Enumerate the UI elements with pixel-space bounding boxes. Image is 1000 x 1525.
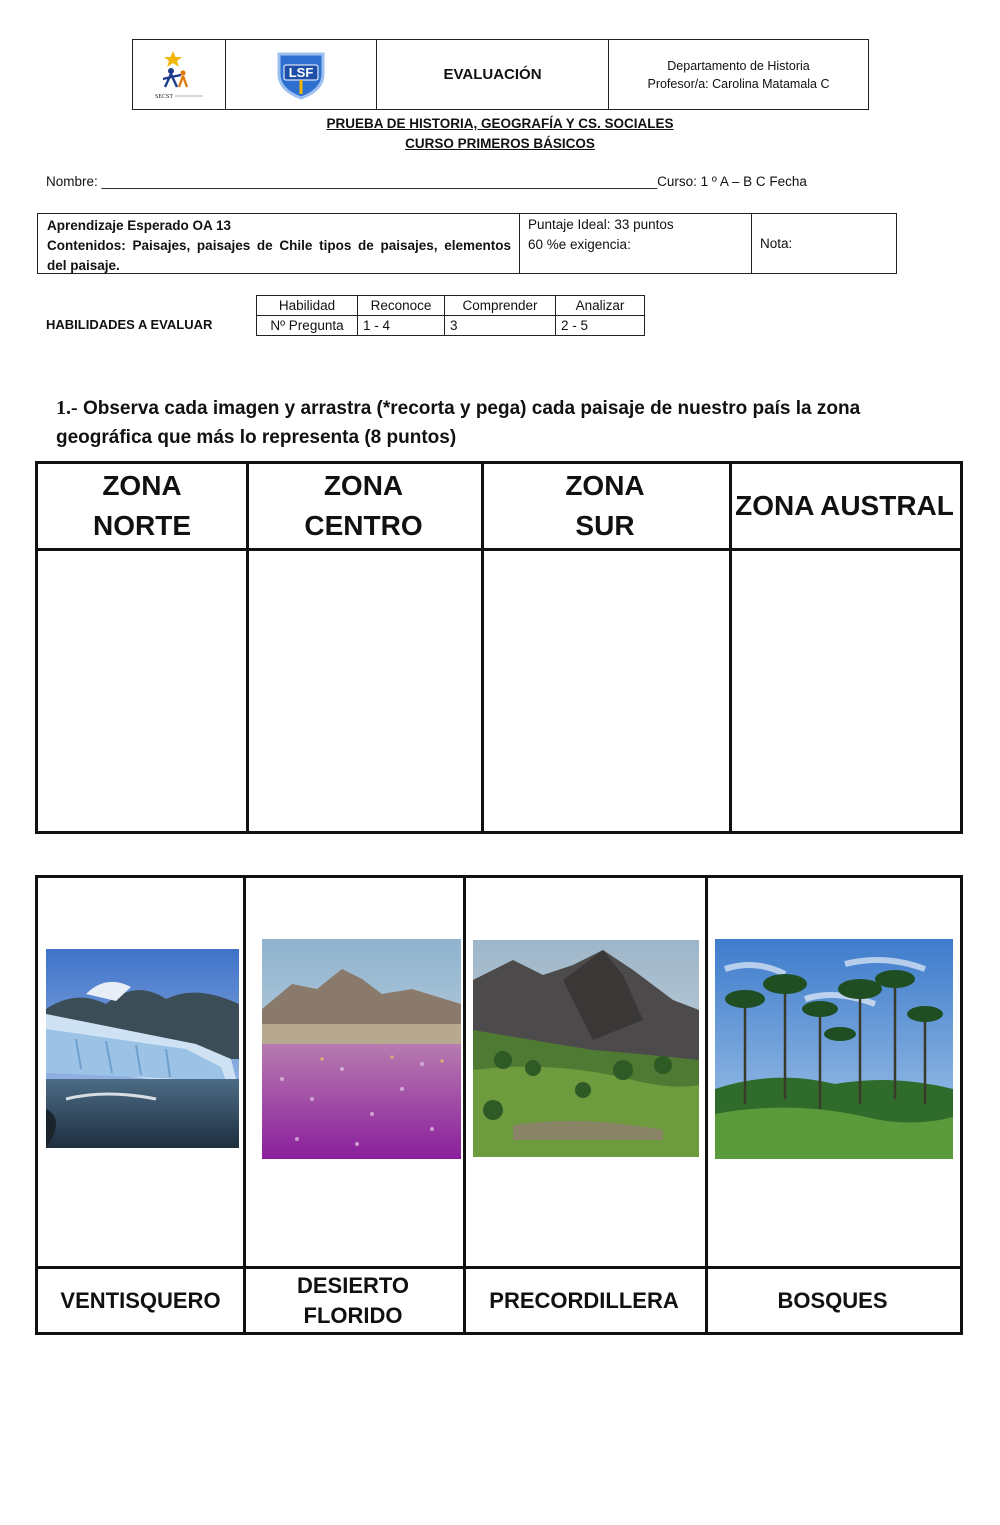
skills-cell: Reconoce: [358, 296, 445, 316]
contents-line: Contenidos: Paisajes, paisajes de Chile tipos de paisajes, elementos: [47, 238, 511, 253]
drop-zone-austral[interactable]: [729, 551, 960, 831]
department-name: Departamento de Historia: [667, 58, 810, 73]
school-logo: [133, 40, 226, 109]
skills-cell: Analizar: [556, 296, 645, 316]
skills-cell: 1 - 4: [358, 316, 445, 336]
araucaria-forest-photo[interactable]: [715, 939, 953, 1159]
zone-header-line: NORTE: [93, 510, 191, 541]
skills-table: [256, 295, 645, 336]
landscape-image-cell: [243, 878, 463, 1269]
zone-header-line: SUR: [575, 510, 635, 541]
landscape-label: [38, 1269, 243, 1332]
landscape-label: [705, 1269, 960, 1332]
landscape-image-cell: [38, 878, 243, 1269]
test-title: PRUEBA DE HISTORIA, GEOGRAFÍA Y CS. SOCIALES: [326, 116, 674, 131]
drop-zone-sur[interactable]: [481, 551, 729, 831]
skills-cell: Nº Pregunta: [257, 316, 358, 336]
zone-column-austral: [729, 464, 960, 831]
zone-header: [481, 464, 729, 551]
landscapes-table: [35, 875, 963, 1335]
learning-objective-title: Aprendizaje Esperado OA 13: [47, 218, 232, 233]
zone-header-line: ZONA AUSTRAL: [735, 490, 954, 521]
student-name-line: Nombre: __________________________________________________________________________Curso: 1 º A – B C Fecha: [46, 174, 807, 189]
zone-header: [246, 464, 481, 551]
header-box: [132, 39, 869, 110]
drop-zone-norte[interactable]: [38, 551, 246, 831]
skills-cell: Habilidad: [257, 296, 358, 316]
zone-column-norte: [38, 464, 249, 831]
skills-cell: 3: [445, 316, 556, 336]
learning-box: [37, 213, 897, 274]
learning-objective: [38, 214, 520, 273]
zone-header-line: CENTRO: [304, 510, 423, 541]
ideal-score: Puntaje Ideal: 33 puntos: [528, 217, 674, 232]
landscape-label-line: BOSQUES: [777, 1287, 888, 1313]
shield-icon: [271, 50, 331, 100]
course-title: CURSO PRIMEROS BÁSICOS: [405, 136, 595, 151]
skills-label: HABILIDADES A EVALUAR: [46, 317, 213, 332]
skills-row: [257, 316, 645, 336]
lsf-logo: [226, 40, 377, 109]
flowering-desert-photo[interactable]: [262, 939, 461, 1159]
zone-column-sur: [481, 464, 732, 831]
landscape-label-line: FLORIDO: [303, 1302, 403, 1328]
question-text: Observa cada imagen y arrastra (*recorta y pega) cada paisaje de nuestro país la zona geográfica que más lo representa (8 puntos): [56, 398, 861, 448]
landscape-label: [463, 1269, 705, 1332]
grade-field: Nota:: [760, 236, 793, 251]
score-info: [520, 214, 752, 273]
landscape-column-precordillera: [463, 878, 708, 1332]
landscape-image-cell: [705, 878, 960, 1269]
zone-column-centro: [246, 464, 484, 831]
zones-table: [35, 461, 963, 834]
skills-row: [257, 296, 645, 316]
svg-text:LSF: LSF: [288, 64, 314, 80]
landscape-column-bosques: [705, 878, 960, 1332]
evaluation-title: EVALUACIÓN: [377, 40, 609, 109]
skills-cell: 2 - 5: [556, 316, 645, 336]
svg-text:SECST: SECST: [155, 93, 174, 100]
question-1: [56, 394, 956, 452]
contents-line-2: del paisaje.: [47, 258, 120, 273]
requirement: 60 %e exigencia:: [528, 237, 631, 252]
landscape-label-line: VENTISQUERO: [60, 1287, 221, 1313]
zone-header: [38, 464, 246, 551]
landscape-column-ventisquero: [38, 878, 246, 1332]
drop-zone-centro[interactable]: [246, 551, 481, 831]
question-number: 1.-: [56, 397, 78, 419]
zone-header-line: ZONA: [323, 470, 404, 501]
landscape-label-line: DESIERTO: [296, 1272, 410, 1298]
glacier-photo[interactable]: [46, 949, 239, 1148]
landscape-image-cell: [463, 878, 705, 1269]
landscape-column-desierto-florido: [243, 878, 466, 1332]
zone-header-line: ZONA: [102, 470, 182, 501]
zone-header-line: ZONA: [565, 470, 645, 501]
zone-header: [729, 464, 960, 551]
skills-cell: Comprender: [445, 296, 556, 316]
landscape-label-line: PRECORDILLERA: [489, 1287, 679, 1313]
foothills-photo[interactable]: [473, 940, 699, 1157]
teacher-name: Profesor/a: Carolina Matamala C: [647, 76, 830, 91]
landscape-label: [243, 1269, 463, 1332]
department-info: [609, 40, 868, 109]
school-logo-icon: [151, 49, 207, 101]
